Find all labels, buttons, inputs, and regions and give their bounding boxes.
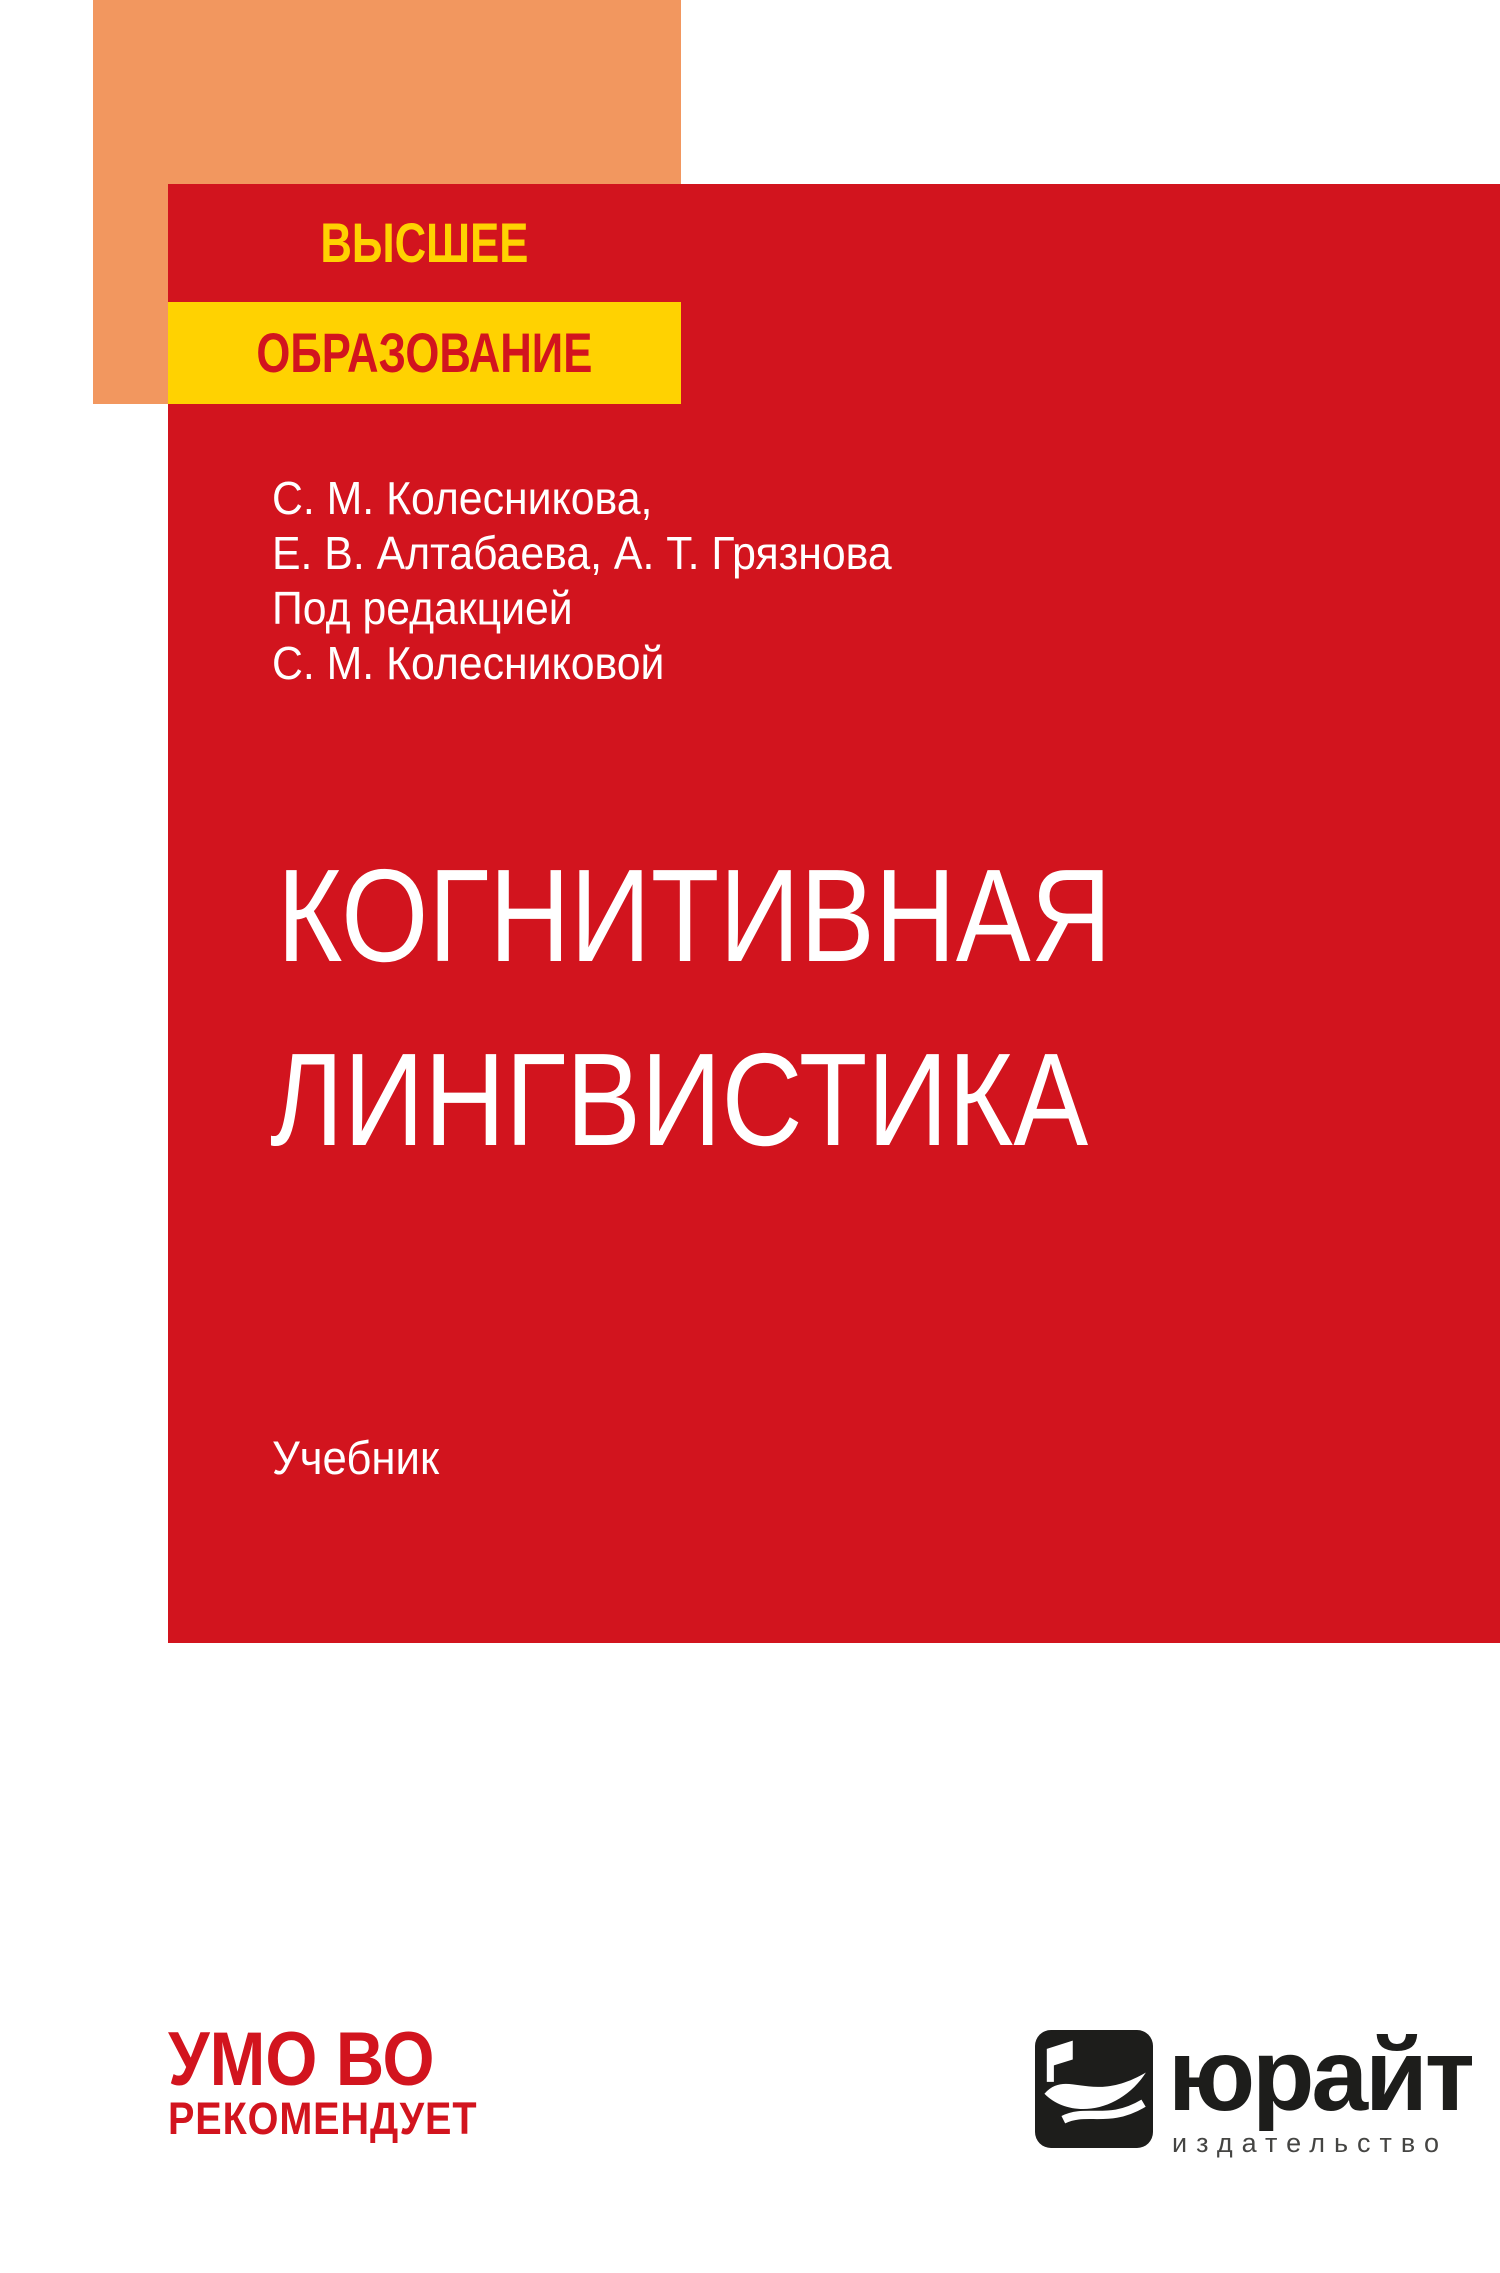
book-title-line1-text: КОГНИТИВНАЯ bbox=[277, 842, 1112, 989]
editor-prefix-line: Под редакцией bbox=[272, 582, 573, 634]
recommendation-line1: УМО ВО bbox=[168, 2017, 435, 2102]
seagull-book-icon bbox=[1035, 2030, 1153, 2148]
publisher-tagline: издательство bbox=[1172, 2128, 1448, 2158]
book-subtitle: Учебник bbox=[272, 1431, 440, 1484]
series-band-obrazovanie bbox=[168, 302, 681, 404]
publisher-name: юрайт bbox=[1168, 2018, 1472, 2132]
authors-block bbox=[272, 471, 892, 691]
editor-name-line: С. М. Колесниковой bbox=[272, 637, 665, 689]
author-line-1: С. М. Колесникова, bbox=[272, 472, 653, 524]
book-title-line2 bbox=[270, 1026, 1233, 1173]
author-line-2: Е. В. Алтабаева, А. Т. Грязнова bbox=[272, 527, 892, 579]
series-label-line2: ОБРАЗОВАНИЕ bbox=[256, 321, 593, 384]
recommendation-line2: РЕКОМЕНДУЕТ bbox=[168, 2093, 478, 2144]
book-title-line1 bbox=[277, 842, 1259, 989]
series-label-line1: ВЫСШЕЕ bbox=[320, 211, 529, 274]
series-band-vysshee bbox=[168, 184, 681, 302]
book-title-line2-text: ЛИНГВИСТИКА bbox=[270, 1026, 1089, 1173]
publisher-logo-mark bbox=[1035, 2030, 1153, 2148]
